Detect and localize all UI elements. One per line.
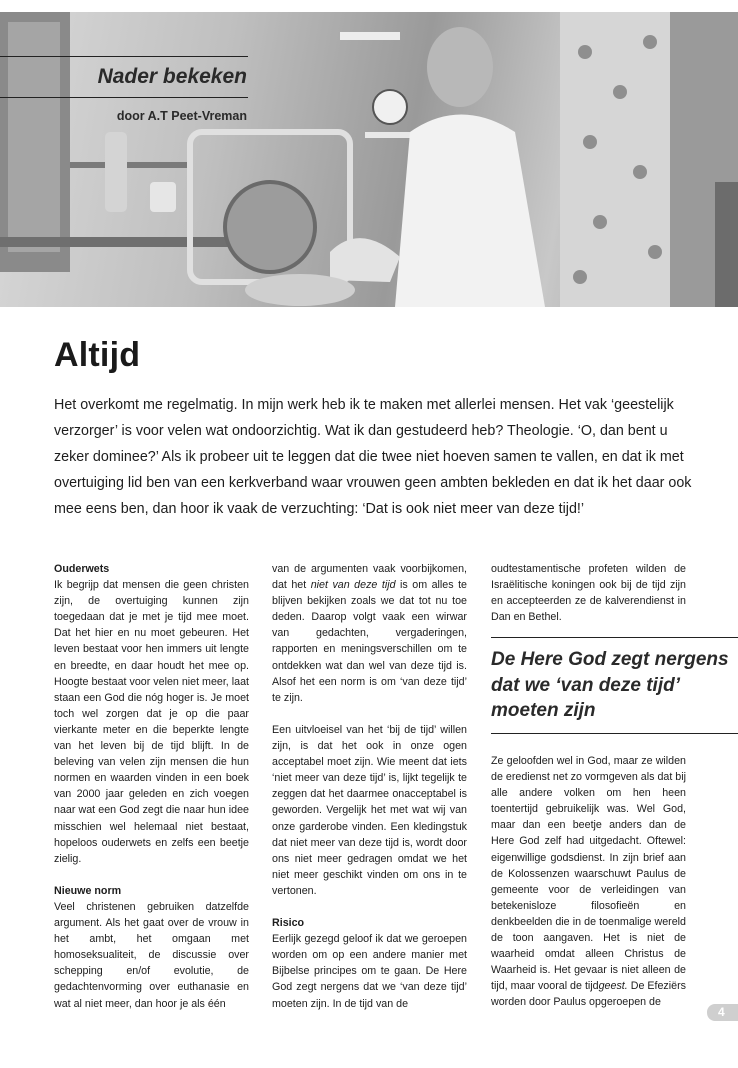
column-3 xyxy=(491,561,686,625)
article-intro: Het overkomt me regelmatig. In mijn werk heb ik te maken met allerlei mensen. Het vak ‘geestelijk verzorger’ is voor velen wat ondoorzichtig. Wat ik dan gestudeerd heb? Theologie. ‘O, dan bent u zeker dominee?’ Als ik probeer uit te leggen dat die twee niet hoeven samen te vallen, en dat ik met overtuiging lid ben van een kerkverband waar vrouwen geen ambten bekleden en dat ik het daar ook mee eens ben, dan hoor ik vaak de verzuchting: ‘Dat is ook niet meer van deze tijd!’ xyxy=(54,397,692,517)
column-2 xyxy=(272,561,467,1012)
pullquote-rule-bottom xyxy=(491,733,738,734)
page-number: 4 xyxy=(707,1004,738,1021)
paragraph-nieuwe-norm-cont: van de argumenten vaak voorbijkomen, dat het niet van deze tijd is om alles te blijven bekijken zoals we dat tot nu toe deden. Daarop volgt vaak een wirwar van gedachten, vergaderingen, rapporten en meningsverschillen om te ontdekken wat dan wel van deze tijd is. Alsof het een norm is om ‘van deze tijd’ te zijn. xyxy=(272,563,467,704)
section-title: Nader bekeken xyxy=(97,65,247,88)
subheading-ouderwets: Ouderwets xyxy=(54,563,110,575)
paragraph-uitvloeisel: Een uitvloeisel van het ‘bij de tijd’ willen zijn, is dat het ook in onze ogen acceptabel moet zijn. Wie meent dat iets ‘niet meer van deze tijd’ is, lijkt tegelijk te zeggen dat het daarmee onacceptabel is geworden. Vergelijk het met wat wij van onze garderobe vinden. Een kledingstuk dat niet meer van deze tijd is, wordt door ons niet meer gedragen omdat we het niet meer geschikt vinden om ons in te vertonen. xyxy=(272,723,467,897)
paragraph-ouderwets: Ik begrijp dat mensen die geen christen zijn, de overtuiging kunnen zijn toegedaan dat je met je tijd mee moet. Dat het hier en nu moet gebeuren. Het leven bestaat voor hen immers uit lengte en breedte, en daar houdt het mee op. Hoogte bestaat voor velen niet meer, laat staan een God die nóg hoger is. Je moet toch wel zorgen dat je op die paar vierkante meter en die beperkte lengte van het leven bij de tijd blijft. In de beleving van velen zijn mensen die hun normen en waarden vinden in een boek van 2000 jaar geleden en zich voegen naar wat een God zegt die naar hun idee misschien wel helemaal niet bestaat, hopeloos ouderwets en zelfs een beetje zielig. xyxy=(54,579,249,865)
author-byline: door A.T Peet-Vreman xyxy=(116,109,247,123)
paragraph-nieuwe-norm: Veel christenen gebruiken datzelfde argument. Als het gaat over de vrouw in het ambt, het omgaan met homoseksualiteit, de discussie over schepping en/of evolutie, de gedachtenvorming over euthanasie en wat al niet meer, dan hoor je als één xyxy=(54,900,249,1010)
paragraph-eredienst: Ze geloofden wel in God, maar ze wilden de eredienst net zo vormgeven als dat bij alle andere volken om hen heen toentertijd gebruikelijk was. Wel God, maar dan een beetje anders dan de Here God zelf had uitgedacht. Oftewel: eigenwillige godsdienst. In zijn brief aan de Kolossenzen waarschuwt Paulus de gemeente voor de verleidingen van betekenisloze filosofieën en denkbeelden die in de toenmalige wereld de toon aangaven. Het is niet de waarheid omdat alleen Christus de Waarheid is. Het gevaar is niet alleen de tijd, maar vooral de tijdgeest. De Efeziërs worden door Paulus opgeroepen de xyxy=(491,755,686,1009)
column-3-continued xyxy=(491,753,686,1011)
article-title: Altijd xyxy=(54,336,141,374)
emphasis-geest: geest. xyxy=(598,980,628,993)
subheading-risico: Risico xyxy=(272,917,305,930)
column-1 xyxy=(54,561,249,1012)
header-rule-bottom xyxy=(0,97,248,98)
paragraph-profeten: oudtestamentische profeten wilden de Israëlitische koningen ook bij de tijd zijn en accepteerden ze de kalverendienst in Dan en Bethel. xyxy=(491,563,686,624)
header-rule-top xyxy=(0,56,248,57)
paragraph-risico: Eerlijk gezegd geloof ik dat we geroepen worden om op een andere manier met Bijbelse principes om te gaan. De Here God zegt nergens dat we ‘van deze tijd’ moeten zijn. In de tijd van de xyxy=(272,933,467,1010)
pullquote-rule-top xyxy=(491,637,738,638)
pull-quote: De Here God zegt nergens dat we ‘van deze tijd’ moeten zijn xyxy=(491,649,729,721)
emphasis-niet-van-deze-tijd: niet van deze tijd xyxy=(310,579,396,592)
hero-photo xyxy=(0,12,738,307)
subheading-nieuwe-norm: Nieuwe norm xyxy=(54,884,122,897)
